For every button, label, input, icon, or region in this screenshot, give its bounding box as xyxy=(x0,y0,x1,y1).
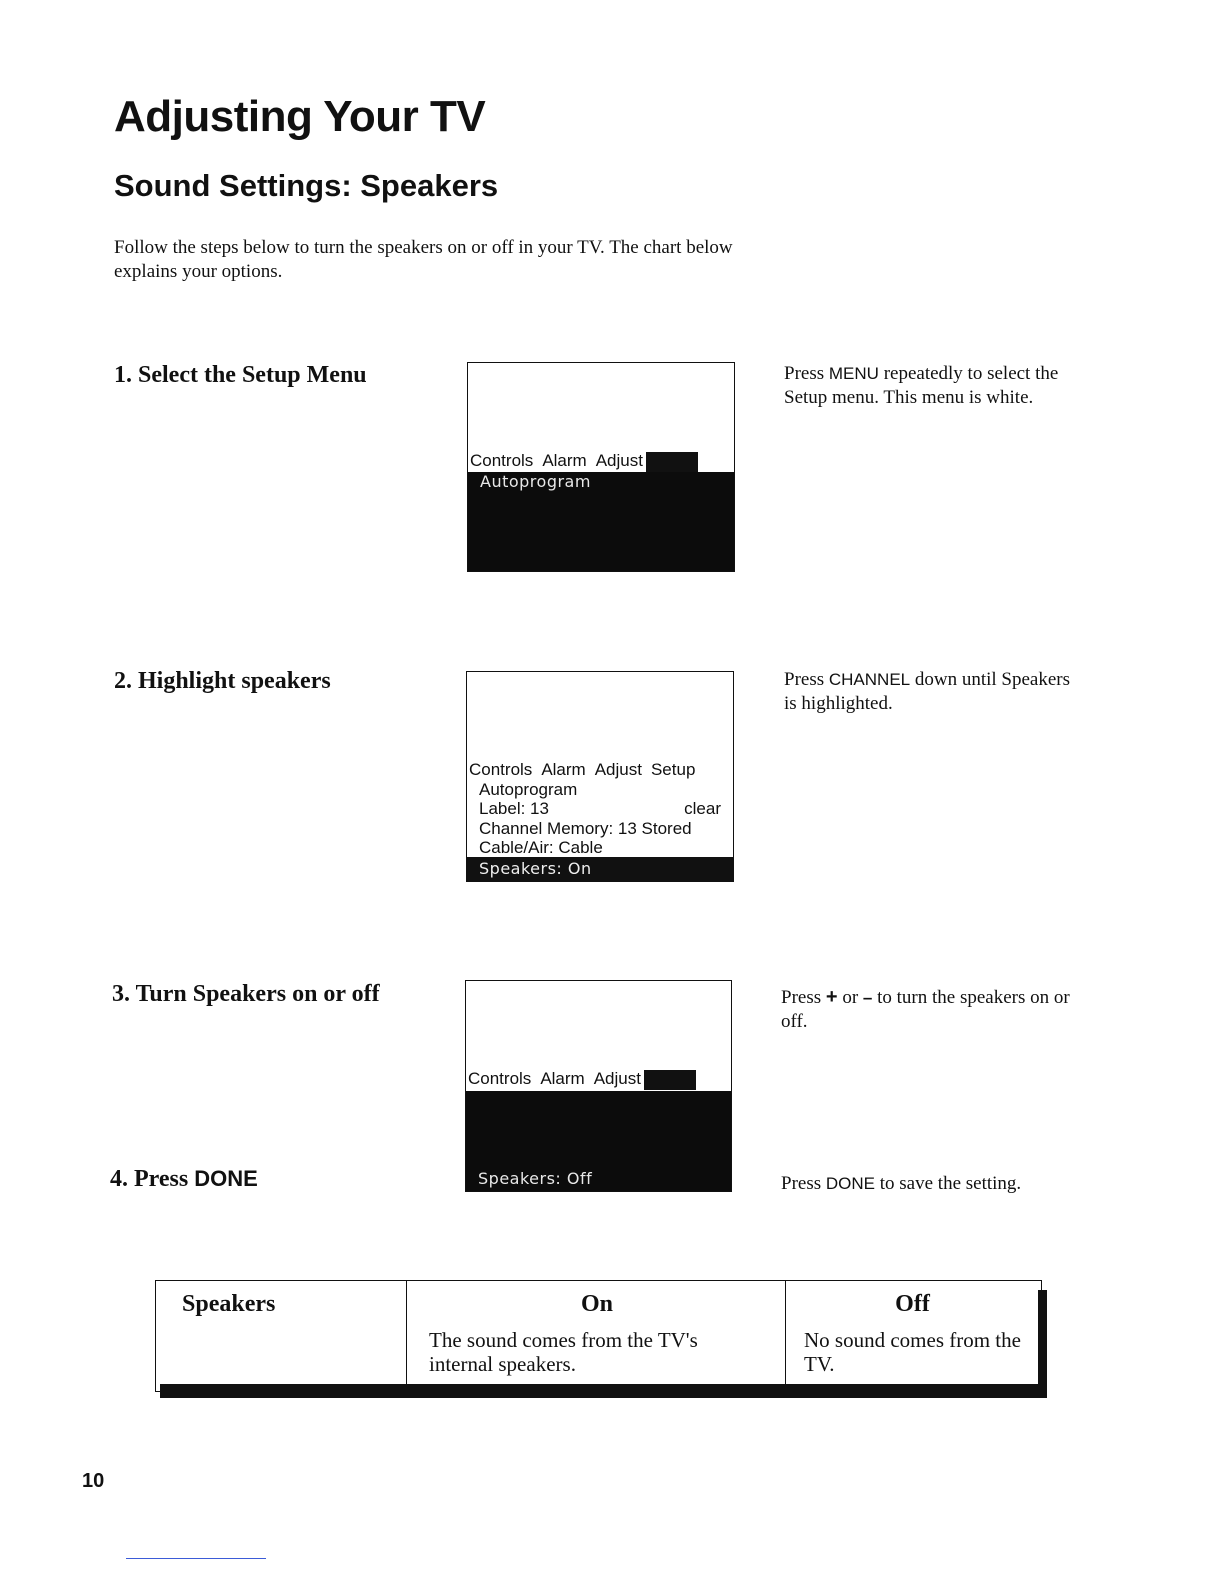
row-header-speakers: Speakers xyxy=(182,1291,276,1317)
menu-item-autoprogram: Autoprogram xyxy=(479,780,578,799)
step-1-heading xyxy=(114,362,367,389)
step-number: 4. xyxy=(110,1166,128,1192)
column-text-on: The sound comes from the TV's internal speakers. xyxy=(429,1328,698,1376)
step-4-heading: 4. Press DONE xyxy=(110,1166,258,1192)
menu-controls: Controls xyxy=(469,760,533,779)
menu-item-speakers-off: Speakers: Off xyxy=(478,1169,593,1188)
label-clear-action: clear xyxy=(684,799,721,818)
step-2-heading xyxy=(114,668,331,695)
page-title: Adjusting Your TV xyxy=(114,92,486,141)
key-plus: + xyxy=(825,986,838,1008)
key-done: DONE xyxy=(825,1174,875,1193)
tv-menu-bar xyxy=(468,1069,705,1090)
key-minus: – xyxy=(862,988,873,1007)
page-number: 10 xyxy=(82,1470,105,1492)
step-number: 1. xyxy=(114,362,132,388)
tv-menu-panel xyxy=(466,1091,731,1191)
menu-item-label: Label: 13 clear xyxy=(479,799,721,818)
table-cell-on xyxy=(407,1281,786,1392)
menu-item-autoprogram: Autoprogram xyxy=(480,472,591,491)
tv-menu-bar xyxy=(470,451,707,472)
menu-controls: Controls xyxy=(470,451,534,470)
intro-paragraph: Follow the steps below to turn the speakers on or off in your TV. The chart below explains your options. xyxy=(114,237,733,282)
menu-alarm: Alarm xyxy=(541,760,586,779)
step-label: Turn Speakers on or off xyxy=(135,981,380,1007)
column-text-off: No sound comes from the TV. xyxy=(804,1328,1021,1376)
speakers-options-table xyxy=(155,1280,1042,1392)
menu-setup-highlight xyxy=(644,1070,696,1090)
table-row xyxy=(156,1281,1042,1392)
tv-screen-setup-menu xyxy=(467,362,735,572)
key-channel: CHANNEL xyxy=(828,670,911,689)
column-heading-off: Off xyxy=(895,1291,930,1317)
section-subtitle: Sound Settings: Speakers xyxy=(114,168,499,203)
menu-adjust: Adjust xyxy=(594,760,642,779)
footer-rule xyxy=(126,1558,266,1559)
menu-controls: Controls xyxy=(468,1069,532,1088)
step-number: 3. xyxy=(112,981,130,1007)
menu-adjust: Adjust xyxy=(595,451,643,470)
menu-adjust: Adjust xyxy=(593,1069,641,1088)
menu-setup-highlight xyxy=(646,452,698,472)
tv-menu-panel xyxy=(468,472,734,571)
step-4-description: Press DONE to save the setting. xyxy=(781,1173,1022,1194)
step-3-description: Press + or – to turn the speakers on or off. xyxy=(781,986,1070,1032)
key-menu: MENU xyxy=(828,364,879,383)
step-label: Highlight speakers xyxy=(138,668,331,694)
menu-setup: Setup xyxy=(650,760,696,779)
step-number: 2. xyxy=(114,668,132,694)
table-row-header-cell xyxy=(156,1281,407,1392)
step-1-description: Press MENU repeatedly to select the Setup menu. This menu is white. xyxy=(784,363,1059,408)
tv-menu-bar xyxy=(469,760,704,780)
tv-screen-speakers-off xyxy=(465,980,732,1192)
menu-alarm: Alarm xyxy=(540,1069,585,1088)
menu-alarm: Alarm xyxy=(542,451,587,470)
menu-item-channel-memory: Channel Memory: 13 Stored xyxy=(479,819,692,838)
table-cell-off xyxy=(786,1281,1042,1392)
tv-screen-highlight-speakers xyxy=(466,671,734,882)
menu-item-speakers-selected: Speakers: On xyxy=(467,857,733,881)
table-shadow-bottom xyxy=(160,1384,1047,1398)
step-3-heading xyxy=(112,981,380,1008)
step-2-description: Press CHANNEL down until Speakers is highlighted. xyxy=(784,669,1071,714)
key-done: DONE xyxy=(194,1166,258,1191)
menu-item-cable-air: Cable/Air: Cable xyxy=(479,838,603,857)
step-label: Select the Setup Menu xyxy=(138,362,367,388)
table-shadow-right xyxy=(1038,1290,1047,1398)
column-heading-on: On xyxy=(580,1291,613,1317)
